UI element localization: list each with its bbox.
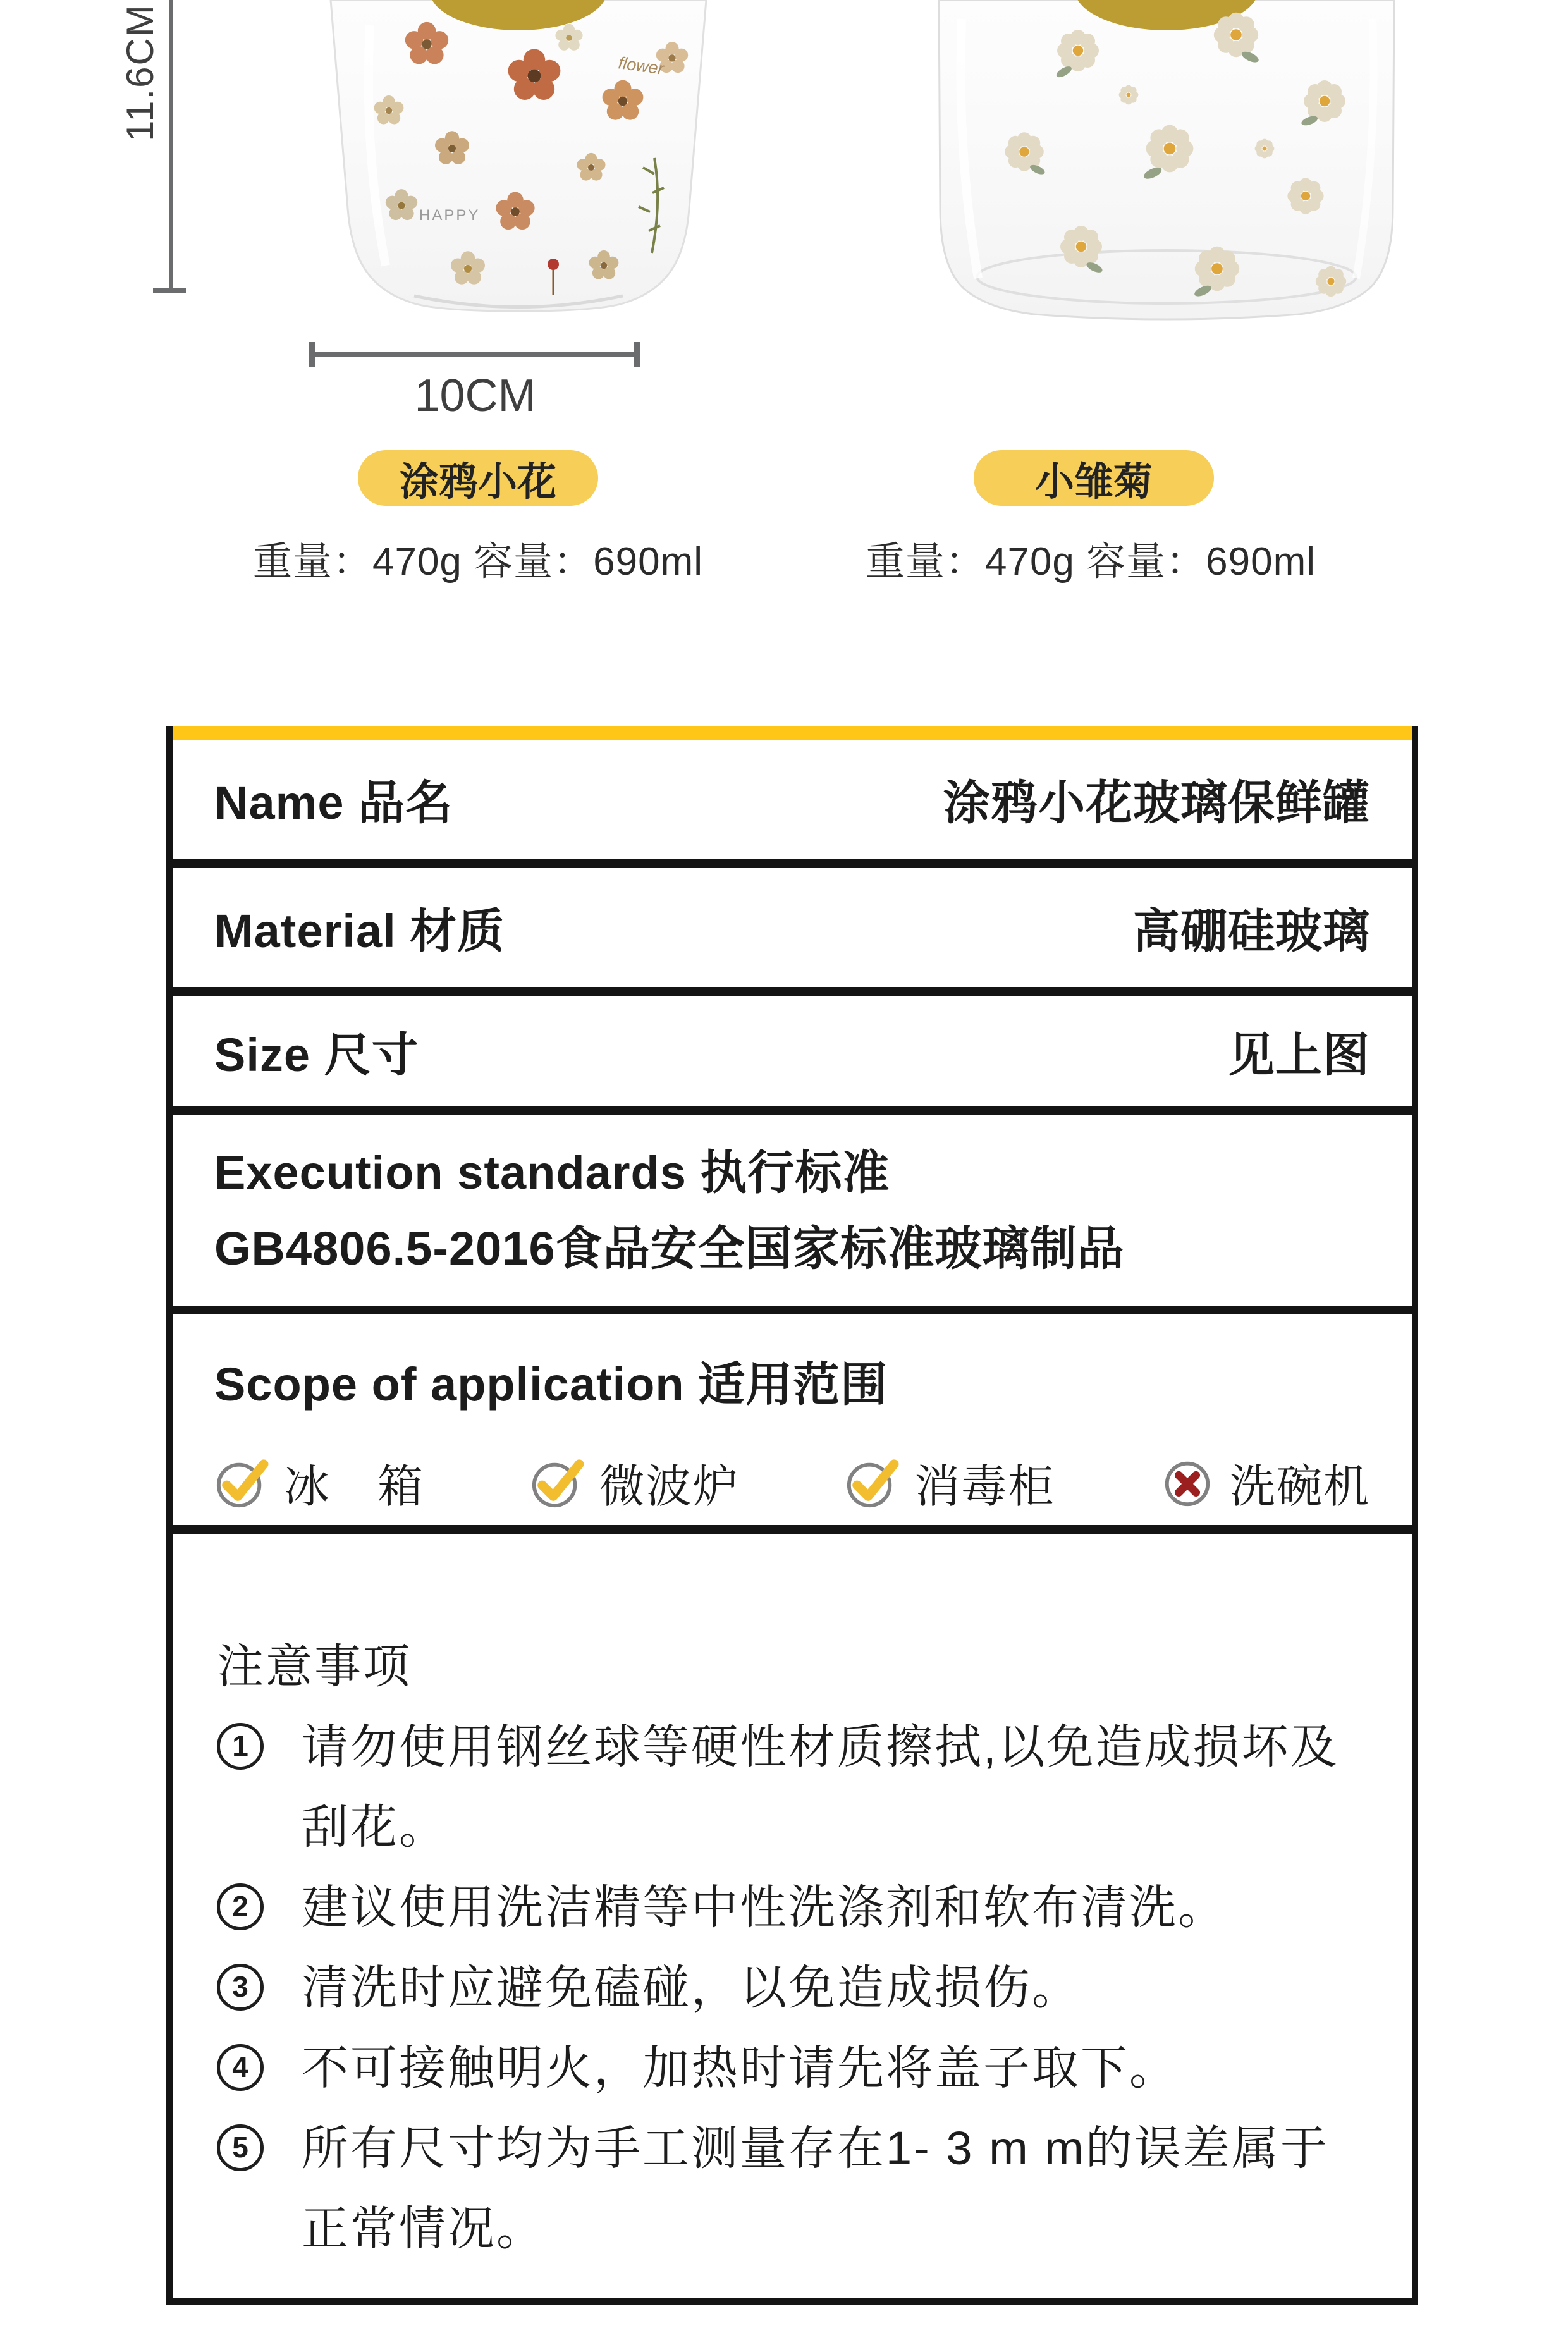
- scope-item-label: 洗碗机: [1229, 1462, 1370, 1512]
- note-item-2: [217, 1867, 1371, 1947]
- width-dimension-endcap-right: [634, 342, 640, 367]
- table-row-notes: [173, 1534, 1412, 2298]
- scope-items: [214, 1450, 1370, 1516]
- row-label: Size 尺寸: [214, 1028, 419, 1081]
- row-value: 涂鸦小花玻璃保鲜罐: [943, 776, 1370, 829]
- table-accent-bar: [173, 726, 1412, 740]
- scope-item-microwave: [530, 1450, 740, 1516]
- note-item-1: [217, 1706, 1371, 1867]
- cross-icon: [1160, 1455, 1215, 1510]
- note-item-5: [217, 2108, 1371, 2269]
- height-dimension-endcap: [153, 288, 186, 293]
- variant-badge-label: 小雏菊: [1034, 460, 1153, 504]
- table-row-material: [173, 868, 1412, 996]
- scope-item-label: 消毒柜: [914, 1462, 1055, 1512]
- notes-heading: 注意事项: [217, 1640, 412, 1693]
- scope-item-label: 冰 箱: [284, 1462, 425, 1512]
- width-dimension-line: [311, 352, 639, 357]
- table-row-size: [173, 996, 1412, 1115]
- note-text: 请勿使用钢丝球等硬性材质擦拭,以免造成损坏及刮花。: [302, 1720, 1339, 1853]
- variant-badge-daisy: [974, 450, 1214, 506]
- variant-badge-doodle-flower: [358, 450, 598, 506]
- circled-number-icon: 1: [217, 1723, 264, 1770]
- decor-word-flower: flower: [617, 53, 665, 78]
- row-label: Name 品名: [214, 776, 453, 829]
- scope-item-fridge: [214, 1450, 424, 1516]
- variant-badge-label: 涂鸦小花: [399, 460, 556, 504]
- circled-number-icon: 5: [217, 2124, 264, 2171]
- circled-number-icon: 2: [217, 1883, 264, 1930]
- table-row-execution-standards: [173, 1115, 1412, 1314]
- check-icon: [214, 1455, 269, 1510]
- height-dimension-label: 11.6CM: [119, 4, 161, 142]
- table-row-scope: [173, 1314, 1412, 1534]
- circled-number-icon: 3: [217, 1964, 264, 2011]
- note-item-3: [217, 1947, 1371, 2028]
- variant-weight-capacity-left: 重量：470g 容量：690ml: [252, 540, 704, 584]
- variant-weight-capacity-right: 重量：470g 容量：690ml: [865, 540, 1316, 584]
- width-dimension-endcap-left: [309, 342, 315, 367]
- row-value: 见上图: [1228, 1028, 1370, 1081]
- scope-item-dishwasher: [1160, 1450, 1370, 1516]
- width-dimension-label: 10CM: [414, 371, 536, 421]
- circled-number-icon: 4: [217, 2044, 264, 2091]
- scope-item-sterilizer: [845, 1450, 1055, 1516]
- table-row-name: [173, 740, 1412, 868]
- row-value: GB4806.5-2016食品安全国家标准玻璃制品: [214, 1222, 1125, 1275]
- spec-table: [166, 726, 1418, 2305]
- height-dimension-line: [169, 0, 173, 288]
- scope-heading: Scope of application 适用范围: [214, 1358, 888, 1411]
- note-item-4: [217, 2028, 1371, 2108]
- note-text: 建议使用洗洁精等中性洗涤剂和软布清洗。: [302, 1881, 1227, 1933]
- note-text: 不可接触明火，加热时请先将盖子取下。: [302, 2042, 1178, 2094]
- check-icon: [845, 1455, 899, 1510]
- decor-word-happy: HAPPY: [419, 207, 481, 224]
- row-value: 高硼硅玻璃: [1133, 905, 1370, 957]
- row-label: Execution standards 执行标准: [214, 1146, 890, 1199]
- jar-photo-daisy: [920, 0, 1413, 326]
- scope-item-label: 微波炉: [599, 1462, 740, 1512]
- note-text: 所有尺寸均为手工测量存在1- 3 m m的误差属于正常情况。: [302, 2122, 1329, 2255]
- row-label: Material 材质: [214, 905, 505, 957]
- check-icon: [530, 1455, 584, 1510]
- jar-photo-doodle-flower: [326, 0, 711, 319]
- note-text: 清洗时应避免磕碰，以免造成损伤。: [302, 1961, 1081, 2014]
